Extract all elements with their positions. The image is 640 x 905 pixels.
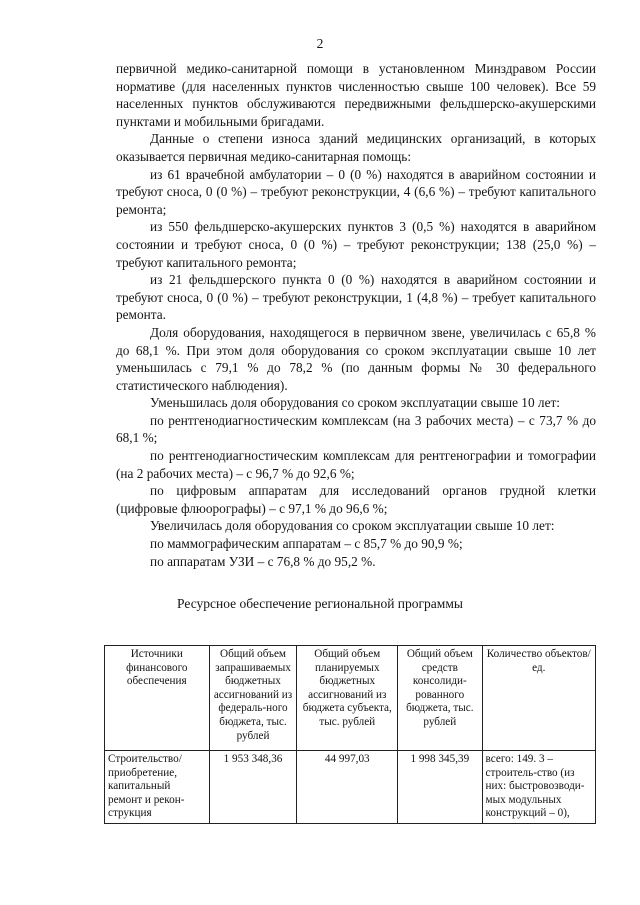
column-header: Общий объем планируемых бюджетных ассигнований из бюджета субъекта, тыс. рублей	[297, 646, 398, 751]
paragraph: из 550 фельдшерско-акушерских пунктов 3 (0,5 %) находятся в аварийном состоянии и требуют сноса, 0 (0 %) – требуют реконструкции; 138 (25,0 %) – требуют капитального ремонта;	[116, 219, 596, 270]
paragraph: по маммографическим аппаратам – с 85,7 % до 90,9 %;	[150, 536, 463, 552]
column-header: Источники финансового обеспечения	[105, 646, 210, 751]
paragraph: по рентгенодиагностическим комплексам для рентгенографии и томографии (на 2 рабочих места) – с 96,7 % до 92,6 %;	[116, 448, 596, 481]
paragraph: из 61 врачебной амбулатории – 0 (0 %) находятся в аварийном состоянии и требуют сноса, 0 (0 %) – требуют реконструкции, 4 (6,6 %) – требуют капитального ремонта;	[116, 166, 596, 217]
paragraph: по цифровым аппаратам для исследований органов грудной клетки (цифровые флюорографы) – с 97,1 % до 96,6 %;	[116, 483, 596, 516]
body-text	[116, 60, 596, 570]
paragraph: по аппаратам УЗИ – с 76,8 % до 95,2 %.	[150, 553, 376, 569]
paragraph: Уменьшилась доля оборудования со сроком эксплуатации свыше 10 лет:	[150, 395, 560, 411]
paragraph: Увеличилась доля оборудования со сроком эксплуатации свыше 10 лет:	[150, 518, 555, 534]
table-header-row	[105, 646, 596, 751]
table-cell: всего: 149. 3 – строитель-ство (из них: быстровозводи-мых модульных конструкций – 0),	[482, 751, 595, 824]
paragraph: Доля оборудования, находящегося в первичном звене, увеличилась с 65,8 % до 68,1 %. При этом доля оборудования со сроком эксплуатации свыше 10 лет уменьшилась с 79,1 % до 78,2 % (по данным формы № 30 федерального статистического наблюдения).	[116, 324, 596, 393]
table-cell: Строительство/ приобретение, капитальный ремонт и рекон-струкция	[105, 751, 210, 824]
table-cell: 44 997,03	[297, 751, 398, 824]
paragraph: из 21 фельдшерского пункта 0 (0 %) находятся в аварийном состоянии и требуют сноса, 0 (0 %) – требуют реконструкции, 1 (4,8 %) – требует капитального ремонта.	[116, 272, 596, 323]
column-header: Количество объектов/ед.	[482, 646, 595, 751]
paragraph: по рентгенодиагностическим комплексам (на 3 рабочих места) – с 73,7 % до 68,1 %;	[116, 412, 596, 446]
column-header: Общий объем запрашиваемых бюджетных ассигнований из федераль-ного бюджета, тыс. рублей	[209, 646, 297, 751]
table-cell: 1 953 348,36	[209, 751, 297, 824]
paragraph: первичной медико-санитарной помощи в установленном Минздравом России нормативе (для населенных пунктов численностью свыше 100 человек). Все 59 населенных пунктов обслуживаются передвижными фельдшерско-акушерскими пунктами и мобильными бригадами.	[116, 61, 596, 129]
table-row	[105, 751, 596, 824]
section-title: Ресурсное обеспечение региональной программы	[177, 596, 463, 611]
paragraph: Данные о степени износа зданий медицинских организаций, в которых оказывается первичная медико-санитарная помощь:	[116, 131, 596, 164]
table-cell: 1 998 345,39	[398, 751, 482, 824]
column-header: Общий объем средств консолиди-рованного бюджета, тыс. рублей	[398, 646, 482, 751]
page-number: 2	[316, 36, 324, 51]
resource-table	[104, 645, 596, 824]
